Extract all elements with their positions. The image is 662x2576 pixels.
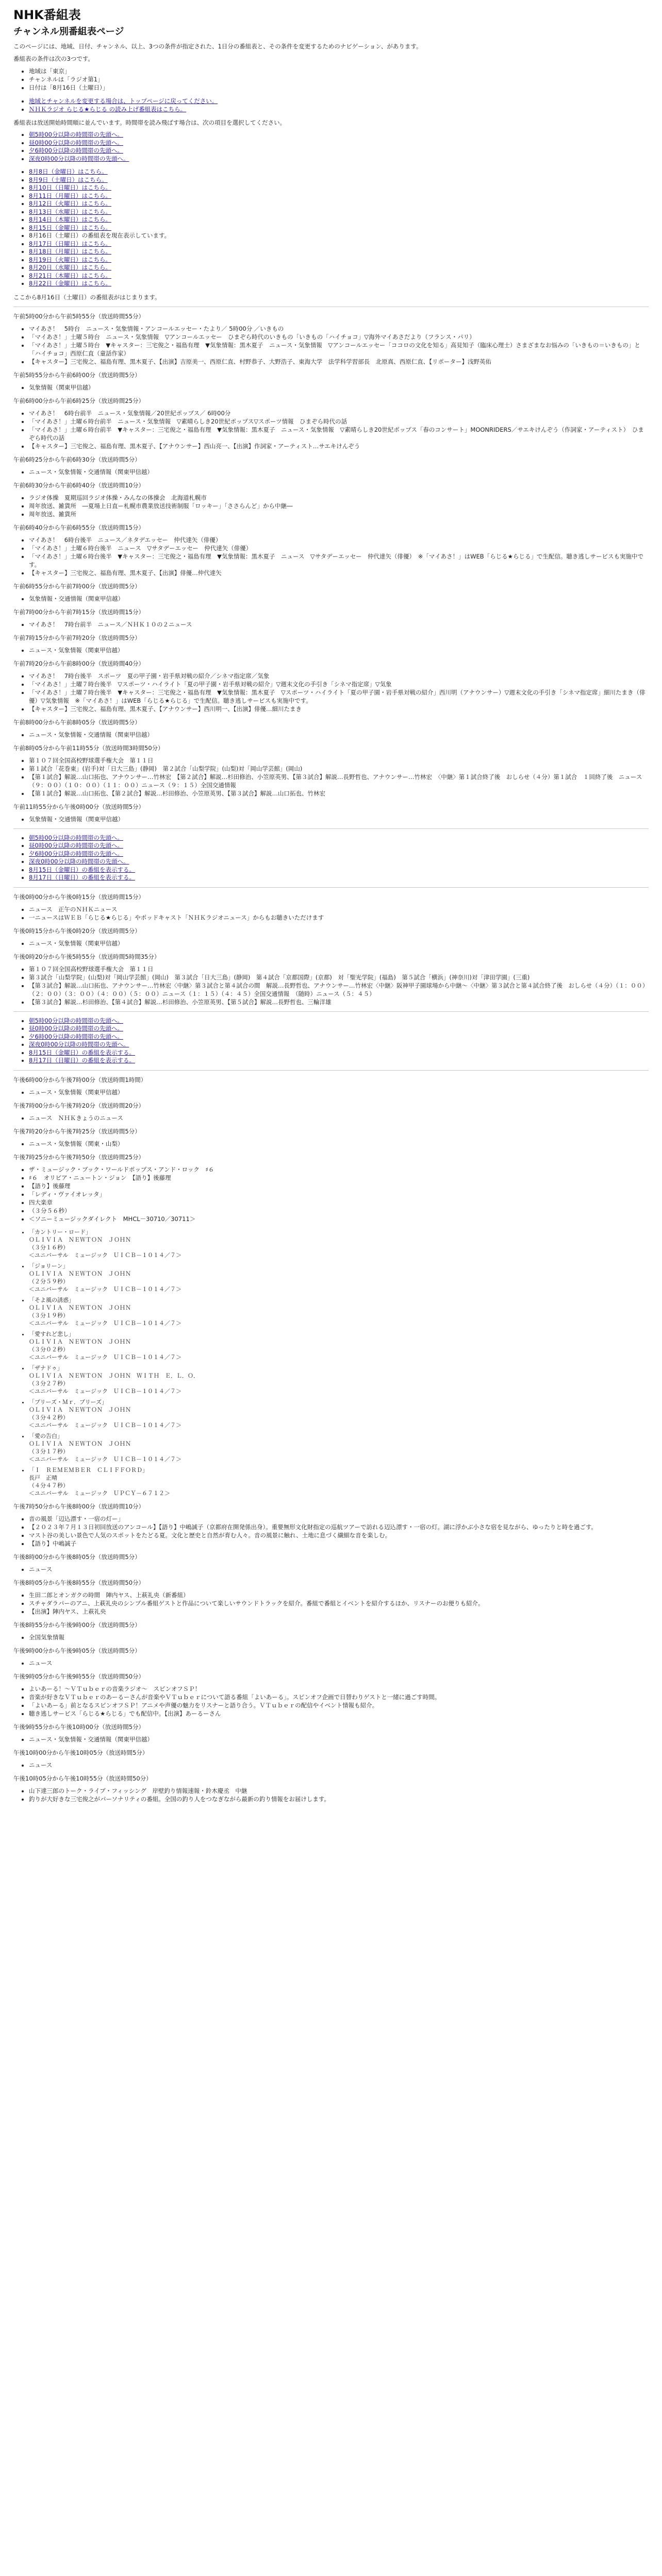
song-item bbox=[29, 1228, 649, 1259]
song-title: • 「ジョリーン」 bbox=[29, 1262, 69, 1269]
program-details bbox=[13, 1591, 649, 1616]
program-details bbox=[13, 965, 649, 1006]
program-detail-line: • ニュース bbox=[29, 1761, 649, 1769]
song-length: （３分０２秒） bbox=[29, 1346, 69, 1353]
day-link[interactable]: 8月17日（日曜日）はこちら。 bbox=[29, 240, 111, 247]
program-detail-line: • マイあさ！ 7時台前半 ニュース／ＮＨＫ１０の２ニュース bbox=[29, 620, 649, 629]
program-detail-line: • よいあーる！〜ＶＴｕｂｅｒの音楽ラジオ〜 スピンオフＳＰ！ bbox=[29, 1685, 649, 1693]
program-list-afternoon bbox=[13, 893, 649, 1006]
day-link[interactable]: 8月19日（火曜日）はこちら。 bbox=[29, 256, 111, 263]
program-time: 午後8時05分から午後8時55分（放送時間50分） bbox=[13, 1579, 145, 1586]
section-nav-link[interactable]: 夕6時00分以降の時間帯の先頭へ。 bbox=[29, 1032, 123, 1040]
divider bbox=[13, 828, 649, 829]
song-label: ＜ユニバーサル ミュージック ＵＰＣＹ－６７１２＞ bbox=[29, 1489, 171, 1497]
program-detail-line: • マスト谷の美しい景色で人気のスポットをたどる夏。文化と歴史と自然が育む人々。音の風景に触れ、土地に息づく繊細な音を楽しむ。 bbox=[29, 1531, 649, 1539]
song-length: （３分４２秒） bbox=[29, 1414, 69, 1421]
song-length: （３分１７秒） bbox=[29, 1448, 69, 1455]
day-item bbox=[29, 168, 649, 176]
page-subtitle: チャンネル別番組表ページ bbox=[13, 26, 124, 37]
program-details bbox=[13, 939, 649, 947]
program-time: 午後8時55分から午後9時00分（放送時間5分） bbox=[13, 1621, 141, 1629]
program-detail-line: • ニュース ＮＨＫきょうのニュース bbox=[29, 1114, 649, 1122]
program-detail-line: • 聴き逃しサービス「らじる★らじる」でも配信中。【出演】あーるーさん bbox=[29, 1709, 649, 1718]
song-label: ＜ユニバーサル ミュージック ＵＩＣＢ－１０１４／７＞ bbox=[29, 1353, 182, 1361]
day-link[interactable]: 8月13日（水曜日）はこちら。 bbox=[29, 208, 111, 215]
song-length: （２分５９秒） bbox=[29, 1278, 69, 1285]
program-detail-line: • 生田二郎とオンガクの時間 陣内ヤス、上萩礼央（新番組） bbox=[29, 1591, 649, 1599]
program-details bbox=[13, 1565, 649, 1573]
change-links bbox=[13, 97, 649, 113]
divider bbox=[13, 887, 649, 888]
song-item bbox=[29, 1466, 649, 1497]
song-label: ＜ユニバーサル ミュージック ＵＩＣＢ－１０１４／７＞ bbox=[29, 1421, 182, 1429]
program-detail-line: • 「マイあさ！」土曜５時台 ▼キャスター：三宅俊之・福島有理 ▼気象情報：黒木夏子 ニュース・気象情報 ▽アンコールエッセー「ココロの文化を知る」高見知子（臨床心理士）さまざまなお悩みの「いきもの＝いきもの」と「ハイチョコ」西原仁直（童話作家） bbox=[29, 341, 649, 358]
program-details bbox=[13, 646, 649, 654]
song-item bbox=[29, 1398, 649, 1429]
section-nav-item bbox=[29, 850, 649, 858]
program-details bbox=[13, 1659, 649, 1667]
song-length: （４分４７秒） bbox=[29, 1482, 69, 1489]
program-detail-line: • ニュース bbox=[29, 1565, 649, 1573]
program-time: 午後7時20分から午後7時25分（放送時間5分） bbox=[13, 1127, 141, 1135]
section-nav-item bbox=[29, 1057, 649, 1065]
day-item bbox=[29, 192, 649, 200]
program-detail-line: • 【第１試合】解説…山口拓也、【第２試合】解説…杉田修治、小笠原英男、【第３試合】解説…山口拓也、竹林宏 bbox=[29, 789, 649, 798]
program-time: 午後0時20分から午後5時55分（放送時間5時間35分） bbox=[13, 953, 160, 960]
program-time: 午前6時30分から午前6時40分（放送時間10分） bbox=[13, 481, 145, 489]
song-label: ＜ユニバーサル ミュージック ＵＩＣＢ－１０１４／７＞ bbox=[29, 1251, 182, 1259]
program-details bbox=[13, 494, 649, 518]
program-detail-line: • ＜ソニーミュージックダイレクト MHCL－30710／30711＞ bbox=[29, 1215, 649, 1223]
program-detail-line: • 【キャスター】三宅俊之、福島有理、黒木夏子、【出演】俳優…仲代達矢 bbox=[29, 569, 649, 577]
program-details bbox=[13, 1787, 649, 1803]
section-nav-item bbox=[29, 858, 649, 866]
schedule-start: ここから8月16日（土曜日）の番組表がはじまります。 bbox=[13, 293, 161, 301]
song-length: （３分１９秒） bbox=[29, 1312, 69, 1319]
program-detail-line: • マイあさ！ 6時台後半 ニュース／ネタデエッセー 仲代達矢（俳優） bbox=[29, 536, 649, 544]
program-time: 午前7時20分から午前8時00分（放送時間40分） bbox=[13, 659, 145, 667]
program-detail-line: • ニュース・気象情報・交通情報（関東甲信越） bbox=[29, 1735, 649, 1743]
conditions-heading: 番組表の条件は次の3つです。 bbox=[13, 55, 94, 62]
page-title: NHK番組表 bbox=[13, 8, 81, 22]
program-time: 午前5時55分から午前6時00分（放送時間5分） bbox=[13, 371, 141, 379]
time-jump-item bbox=[29, 147, 649, 155]
day-item bbox=[29, 184, 649, 192]
program-detail-line: • 第１試合「花巻東」(岩手)対「日大三島」(静岡) 第２試合「山梨学院」(山梨)対「岡山学芸館」(岡山) bbox=[29, 765, 649, 773]
song-item bbox=[29, 1262, 649, 1293]
song-list bbox=[13, 1228, 649, 1497]
section-nav-link[interactable]: 8月15日（金曜日）の番組を表示する。 bbox=[29, 1048, 135, 1056]
program-detail-line: • 「マイあさ！」土曜６時台前半 ニュース・気象情報 ▽素晴らしき20世紀ポップス▽スポーツ情報 ひまぞら時代の話 bbox=[29, 417, 649, 426]
time-jump-item bbox=[29, 139, 649, 147]
program-details bbox=[13, 383, 649, 392]
day-link[interactable]: 8月21日（木曜日）はこちら。 bbox=[29, 272, 111, 279]
program-details bbox=[13, 1761, 649, 1769]
day-item bbox=[29, 224, 649, 232]
section-nav-item bbox=[29, 1033, 649, 1041]
program-detail-line: • ニュース 正午のＮＨＫニュース bbox=[29, 905, 649, 913]
program-time: 午後8時00分から午後8時05分（放送時間5分） bbox=[13, 1553, 141, 1561]
song-item bbox=[29, 1296, 649, 1327]
song-item bbox=[29, 1364, 649, 1395]
program-detail-line: • 第１０７回全国高校野球選手権大会 第１１日 bbox=[29, 756, 649, 765]
day-link[interactable]: 8月15日（金曜日）はこちら。 bbox=[29, 224, 111, 231]
program-details bbox=[13, 409, 649, 450]
program-time: 午後9時00分から午後9時05分（放送時間5分） bbox=[13, 1647, 141, 1654]
program-detail-line: • ♯６ オリビア・ニュートン・ジョン 【語り】後藤理 bbox=[29, 1174, 649, 1182]
day-link[interactable]: 8月20日（水曜日）はこちら。 bbox=[29, 264, 111, 271]
program-detail-line: • 四大楽章 bbox=[29, 1198, 649, 1207]
day-item bbox=[29, 176, 649, 184]
program-detail-line: • マイあさ！ 5時台 ニュース・気象情報・アンコールエッセー・たより／ 5時00分 ／いきもの bbox=[29, 325, 649, 333]
program-time: 午後9時55分から午後10時00分（放送時間5分） bbox=[13, 1723, 145, 1731]
program-details bbox=[13, 536, 649, 577]
section-nav-link[interactable]: 朝5時00分以降の時間帯の先頭へ。 bbox=[29, 834, 123, 841]
section-nav-link[interactable]: 8月15日（金曜日）の番組を表示する。 bbox=[29, 866, 135, 873]
program-details bbox=[13, 1165, 649, 1223]
song-artist: ＯＬＩＶＩＡ ＮＥＷＴＯＮ ＪＯＨＮ ＷＩＴＨ Ｅ．Ｌ．Ｏ． bbox=[29, 1372, 199, 1379]
program-details bbox=[13, 595, 649, 603]
program-time: 午前6時40分から午前6時55分（放送時間15分） bbox=[13, 523, 145, 531]
jump-midnight-link[interactable]: 深夜0時00分以降の時間帯の先頭へ。 bbox=[29, 155, 129, 162]
section-nav-link[interactable]: 8月17日（日曜日）の番組を表示する。 bbox=[29, 874, 135, 881]
day-item bbox=[29, 256, 649, 264]
program-time: 午前11時55分から午後0時00分（放送時間5分） bbox=[13, 803, 145, 810]
conditions-list bbox=[13, 67, 649, 92]
program-details bbox=[13, 672, 649, 713]
program-detail-line: • マイあさ！ 6時台前半 ニュース・気象情報／20世紀ポップス／ 6時00分 bbox=[29, 409, 649, 417]
program-detail-line: • 気象情報・交通情報（関東甲信越） bbox=[29, 595, 649, 603]
program-detail-line: • ザ・ミュージック・ブック・ワールドポップス・アンド・ロック ♯６ bbox=[29, 1165, 649, 1174]
program-detail-line: • 【第１試合】解説…山口拓也、アナウンサー…竹林宏 【第２試合】解説…杉田修治、小笠原英男、【第３試合】解説…長野哲也、アナウンサー…竹林宏 〈中継〉第１試合終了後 おしらせ（４分）第１試合 １回終了後 ニュース（９：００）（１０：００）（１１：００）ニュース（９：１５）全国交通情報 bbox=[29, 773, 649, 789]
song-artist: ＯＬＩＶＩＡ ＮＥＷＴＯＮ ＪＯＨＮ bbox=[29, 1236, 131, 1243]
section-nav-item bbox=[29, 1025, 649, 1033]
program-time: 午前8時00分から午前8時05分（放送時間5分） bbox=[13, 718, 141, 726]
section-nav-item bbox=[29, 834, 649, 842]
section-nav-item bbox=[29, 1017, 649, 1025]
day-item bbox=[29, 216, 649, 224]
program-detail-line: • スチャダラパーのアニ、上萩礼央のシンプル番組ゲストと作品について楽しいサウンドトラックを紹介。番組で番組とイベントを紹介するほか、リスナーのお便りも紹介。 bbox=[29, 1599, 649, 1607]
radiru-link[interactable]: ＮＨＫラジオ らじる★らじる の読み上げ番組表はこちら。 bbox=[29, 106, 187, 113]
program-detail-line: • 釣りが大好きな三宅俊之がパーソナリティの番組。全国の釣り人をつなぎながら最新の釣り情報をお届けします。 bbox=[29, 1795, 649, 1803]
song-title: • 「愛の告白」 bbox=[29, 1432, 63, 1439]
section-nav-link[interactable]: 昼0時00分以降の時間帯の先頭へ。 bbox=[29, 842, 123, 849]
day-item bbox=[29, 200, 649, 208]
program-details bbox=[13, 1685, 649, 1718]
program-detail-line: • 【出演】陣内ヤス、上萩礼央 bbox=[29, 1607, 649, 1616]
program-time: 午後7時00分から午後7時20分（放送時間20分） bbox=[13, 1101, 145, 1109]
section-nav-item bbox=[29, 1041, 649, 1049]
top-page-link[interactable]: 地域とチャンネルを変更する場合は、トップページに戻ってください。 bbox=[29, 97, 218, 105]
program-list-morning bbox=[13, 312, 649, 823]
program-detail-line: • 一ニュースはＷＥＢ「らじる★らじる」やポッドキャスト「ＮＨＫラジオニュース」からもお聴きいただけます bbox=[29, 913, 649, 922]
jump-noon-link[interactable]: 昼0時00分以降の時間帯の先頭へ。 bbox=[29, 139, 123, 146]
program-detail-line: • 【第３試合】解説…山口拓也、アナウンサー…竹林宏〈中継〉第３試合と第４試合の間 解説…長野哲也、アナウンサー…竹林宏〈中継〉阪神甲子園球場から中継〜〈中継〉第３試合と第４試合終了後 おしらせ（４分）（１：００）（２：００）（３：００）（４：００）（５：００）ニュース（１：１５）（４：４５）全国交通情報 （随時）ニュース（５：４５） bbox=[29, 981, 649, 998]
change-link-item bbox=[29, 105, 649, 113]
section-nav-links bbox=[13, 834, 649, 882]
program-details bbox=[13, 1088, 649, 1096]
day-item bbox=[29, 264, 649, 272]
section-nav-link[interactable]: 8月17日（日曜日）の番組を表示する。 bbox=[29, 1057, 135, 1064]
program-detail-line: • ニュース・気象情報・交通情報（関東甲信越） bbox=[29, 468, 649, 476]
program-time: 午前6時00分から午前6時25分（放送時間25分） bbox=[13, 397, 145, 404]
program-details bbox=[13, 620, 649, 629]
program-detail-line: • ニュース・気象情報（関東甲信越） bbox=[29, 646, 649, 654]
song-item bbox=[29, 1330, 649, 1361]
section-nav-item bbox=[29, 874, 649, 882]
program-time: 午後10時00分から午後10時05分（放送時間5分） bbox=[13, 1749, 148, 1756]
song-label: ＜ユニバーサル ミュージック ＵＩＣＢ－１０１４／７＞ bbox=[29, 1319, 182, 1327]
program-details bbox=[13, 1515, 649, 1548]
program-detail-line: • ニュース・気象情報・交通情報（関東甲信越） bbox=[29, 731, 649, 739]
day-link[interactable]: 8月11日（月曜日）はこちら。 bbox=[29, 192, 111, 199]
song-label: ＜ユニバーサル ミュージック ＵＩＣＢ－１０１４／７＞ bbox=[29, 1455, 182, 1463]
program-detail-line: • 気象情報（関東甲信越） bbox=[29, 383, 649, 392]
day-item bbox=[29, 272, 649, 280]
program-time: 午後7時50分から午後8時00分（放送時間10分） bbox=[13, 1502, 145, 1510]
section-nav-link[interactable]: 深夜0時00分以降の時間帯の先頭へ。 bbox=[29, 858, 129, 865]
section-nav-item bbox=[29, 866, 649, 874]
day-links bbox=[13, 168, 649, 288]
day-link[interactable]: 8月18日（月曜日）はこちら。 bbox=[29, 248, 111, 255]
condition-item: • 日付は「8月16日（土曜日）」 bbox=[29, 83, 649, 92]
divider bbox=[13, 1070, 649, 1071]
section-nav-item bbox=[29, 1049, 649, 1057]
song-title: • 「プリーズ・Ｍｒ．プリーズ」 bbox=[29, 1398, 108, 1405]
divider bbox=[13, 1011, 649, 1012]
song-artist: ＯＬＩＶＩＡ ＮＥＷＴＯＮ ＪＯＨＮ bbox=[29, 1406, 131, 1413]
program-detail-line: • 【語り】後藤理 bbox=[29, 1182, 649, 1190]
program-detail-line: • 山下達三郎のトーク・ライブ・フィッシング 岸壁釣り情報速報・鈴木慶丞 中継 bbox=[29, 1787, 649, 1795]
program-detail-line: • ニュース・気象情報（関東・山梨） bbox=[29, 1140, 649, 1148]
program-time: 午後9時05分から午後9時55分（放送時間50分） bbox=[13, 1672, 145, 1680]
program-detail-line: • 「マイあさ！」土曜６時台後半 ニュース ▽サタデーエッセー 仲代達矢（俳優） bbox=[29, 544, 649, 552]
day-link[interactable]: 8月12日（火曜日）はこちら。 bbox=[29, 200, 111, 207]
program-detail-line: • 周年放送、雑貨所 ―夏場上日直ー札幌市農業放送技術制服「ロッキー」「ささらんど」から中継― bbox=[29, 502, 649, 510]
song-title: • 「ザナドゥ」 bbox=[29, 1364, 63, 1371]
program-detail-line: • ニュース・気象情報（関東甲信越） bbox=[29, 1088, 649, 1096]
day-link[interactable]: 8月8日（金曜日）はこちら。 bbox=[29, 168, 108, 175]
time-jump-item bbox=[29, 155, 649, 163]
program-details bbox=[13, 756, 649, 798]
program-detail-line: • 全国気象情報 bbox=[29, 1633, 649, 1641]
condition-item: • 地域は「東京」 bbox=[29, 67, 649, 75]
section-nav-link[interactable]: 昼0時00分以降の時間帯の先頭へ。 bbox=[29, 1025, 123, 1032]
program-detail-line: • 【語り】中嶋誠子 bbox=[29, 1539, 649, 1548]
program-detail-line: • 【キャスター】三宅俊之、福島有理、黒木夏子、【アナウンサー】西川明一、【出演】俳優…細川たまき bbox=[29, 705, 649, 713]
song-artist: 長戸 正晴 bbox=[29, 1474, 57, 1481]
song-title: • 「カントリー・ロード」 bbox=[29, 1228, 91, 1235]
program-details bbox=[13, 1735, 649, 1743]
program-time: 午後0時15分から午後0時20分（放送時間5分） bbox=[13, 927, 141, 935]
day-item bbox=[29, 280, 649, 288]
program-detail-line: • 「マイあさ！」土曜６時台前半 ▼キャスター：三宅俊之・福島有理 ▼気象情報：黒木夏子 ニュース・気象情報 ▽素晴らしき20世紀ポップス「春のコンサート」MOONRIDERS／サエキけんぞう（作詞家・アーティスト） ひまぞら時代の話 bbox=[29, 426, 649, 442]
program-time: 午後10時05分から午後10時55分（放送時間50分） bbox=[13, 1774, 152, 1782]
program-time: 午前7時15分から午前7時20分（放送時間5分） bbox=[13, 634, 141, 641]
program-detail-line: • 「マイあさ！」土曜５時台 ニュース・気象情報 ▽アンコールエッセー ひまぞら時代のいきもの「いきもの「ハイチョコ」▽海外マイあさだより（フランス・パリ） bbox=[29, 333, 649, 341]
program-detail-line: • 【第３試合】解説…杉田修治、【第４試合】解説…杉田修治、小笠原英男、【第５試合】解説…長野哲也、三輪洋雄 bbox=[29, 998, 649, 1006]
song-title: • 「そよ風の誘惑」 bbox=[29, 1296, 74, 1303]
program-detail-line: • 第３試合「山梨学院」(山梨)対「岡山学芸館」(岡山) 第３試合「日大三島」(静岡) 第４試合「京都国際」(京都) 対「聖光学院」(福島) 第５試合「横浜」(神奈川)対「津田学園」(三重) bbox=[29, 973, 649, 981]
program-time: 午前7時00分から午前7時15分（放送時間15分） bbox=[13, 608, 145, 616]
day-link[interactable]: 8月9日（土曜日）はこちら。 bbox=[29, 176, 108, 183]
section-nav-links bbox=[13, 1017, 649, 1065]
program-detail-line: • 【キャスター】三宅俊之、福島有理、黒木夏子、【アナウンサー】西山亮一、【出演】作詞家・アーティスト…サエキけんぞう bbox=[29, 442, 649, 450]
program-detail-line: • 「マイあさ！」土曜７時台後半 ▼キャスター：三宅俊之・福島有理 ▼気象情報：黒木夏子 ▽スポーツ・ハイライト「夏の甲子園・岩手県対戦の紹介」西川明（アナウンサー）▽週末文化の手引き「シネマ指定席」細川たまき（俳優）▽気象情報 ※「マイあさ！」はWEB「らじる★らじる」で生配信。聴き逃しサービスも実施中です。 bbox=[29, 688, 649, 705]
program-detail-line: • 「マイあさ！」土曜７時台後半 ▽スポーツ・ハイライト「夏の甲子園・岩手県対戦の紹介」▽週末文化の手引き「シネマ指定席」▽気象 bbox=[29, 680, 649, 688]
program-details bbox=[13, 325, 649, 366]
date-intro: 番組表は放送開始時間順に並んでいます。時間帯を読み飛ばす場合は、次の項目を選択してください。 bbox=[13, 119, 286, 126]
song-artist: ＯＬＩＶＩＡ ＮＥＷＴＯＮ ＪＯＨＮ bbox=[29, 1440, 131, 1447]
program-detail-line: • 「レディ・ヴァイオレッタ」 bbox=[29, 1190, 649, 1198]
program-detail-line: • 周年放送、雑貨所 bbox=[29, 510, 649, 518]
program-details bbox=[13, 815, 649, 823]
program-list-night bbox=[13, 1502, 649, 1803]
song-label: ＜ユニバーサル ミュージック ＵＩＣＢ－１０１４／７＞ bbox=[29, 1387, 182, 1395]
program-detail-line: • ラジオ体操 夏期巡回ラジオ体操・みんなの体操会 北海道札幌市 bbox=[29, 494, 649, 502]
day-item bbox=[29, 248, 649, 256]
day-item bbox=[29, 208, 649, 216]
program-details bbox=[13, 468, 649, 476]
program-time: 午前8時05分から午前11時55分（放送時間3時間50分） bbox=[13, 744, 164, 752]
program-detail-line: • ニュース bbox=[29, 1659, 649, 1667]
program-time: 午前6時25分から午前6時30分（放送時間5分） bbox=[13, 455, 141, 463]
program-detail-line: • （３分５６秒） bbox=[29, 1207, 649, 1215]
condition-item: • チャンネルは「ラジオ第1」 bbox=[29, 75, 649, 83]
jump-evening-link[interactable]: 夕6時00分以降の時間帯の先頭へ。 bbox=[29, 147, 123, 154]
jump-morning-link[interactable]: 朝5時00分以降の時間帯の先頭へ。 bbox=[29, 131, 123, 138]
section-nav-link[interactable]: 夕6時00分以降の時間帯の先頭へ。 bbox=[29, 850, 123, 857]
program-detail-line: • 「マイあさ！」土曜６時台後半 ▼キャスター：三宅俊之・福島有理 ▼気象情報：黒木夏子 ニュース ▽サタデーエッセー 仲代達矢（俳優） ※「マイあさ！」はWEB「らじる★らじる」で生配信。聴き逃しサービスも実施中です。 bbox=[29, 552, 649, 569]
time-jump-item bbox=[29, 131, 649, 139]
song-items bbox=[13, 1228, 649, 1497]
program-detail-line: • 【２０２３年７月１３日初回放送のアンコール】【語り】中嶋誠子（京都府在開発係出身）。重要無形文化財指定の巡航ツアーで訪れる辺込漂す・一宿の灯。湖に浮かぶ小さな宿を見ながら、ゆったりと時を過ごす。 bbox=[29, 1523, 649, 1531]
time-jump-links bbox=[13, 131, 649, 163]
program-detail-line: • 音の風景「辺込漂す・一宿の灯ー」 bbox=[29, 1515, 649, 1523]
day-link[interactable]: 8月10日（日曜日）はこちら。 bbox=[29, 184, 111, 191]
program-detail-line: • 気象情報・交通情報（関東甲信越） bbox=[29, 815, 649, 823]
section-nav-link[interactable]: 朝5時00分以降の時間帯の先頭へ。 bbox=[29, 1016, 123, 1024]
program-time: 午前5時00分から午前5時55分（放送時間55分） bbox=[13, 312, 145, 320]
program-details bbox=[13, 731, 649, 739]
day-item: • 8月16日（土曜日）の番組表を現在表示しています。 bbox=[29, 232, 649, 240]
song-artist: ＯＬＩＶＩＡ ＮＥＷＴＯＮ ＪＯＨＮ bbox=[29, 1338, 131, 1345]
intro-text: このページには、地域、日付、チャンネル、以上、3つの条件が指定された、1日分の番組表と、その条件を変更するためのナビゲーション、があります。 bbox=[13, 43, 422, 50]
program-detail-line: • 【キャスター】三宅俊之、福島有理、黒木夏子、【出演】吉原美一、西原仁直、村野恭子、大野浩子、東海大学 法学科学習部長 北原真、西原仁直、【リポーター】浅野英佑 bbox=[29, 358, 649, 366]
song-artist: ＯＬＩＶＩＡ ＮＥＷＴＯＮ ＪＯＨＮ bbox=[29, 1304, 131, 1311]
program-detail-line: • ニュース・気象情報（関東甲信越） bbox=[29, 939, 649, 947]
song-title: • 「愛すれど悲し」 bbox=[29, 1330, 74, 1337]
day-item bbox=[29, 240, 649, 248]
program-time: 午後7時25分から午後7時50分（放送時間25分） bbox=[13, 1153, 145, 1161]
program-details bbox=[13, 1633, 649, 1641]
program-detail-line: • 「よいあーる」前となるスピンオフＳＰ！アニメや声優の魅力をリスナーと語り合う。ＶＴｕｂｅｒの配信やイベント情報も紹介。 bbox=[29, 1701, 649, 1709]
song-item bbox=[29, 1432, 649, 1463]
section-nav-item bbox=[29, 842, 649, 850]
program-detail-line: • マイあさ！ 7時台後半 スポーツ 夏の甲子園・岩手県対戦の紹介／シネマ指定席／気象 bbox=[29, 672, 649, 680]
program-details bbox=[13, 1114, 649, 1122]
program-time: 午後0時00分から午後0時15分（放送時間15分） bbox=[13, 893, 145, 901]
song-length: （３分１６秒） bbox=[29, 1244, 69, 1251]
song-title: • 「Ｉ ＲＥＭＥＭＢＥＲ ＣＬＩＦＦＯＲＤ」 bbox=[29, 1466, 148, 1473]
program-details bbox=[13, 1140, 649, 1148]
section-nav-link[interactable]: 深夜0時00分以降の時間帯の先頭へ。 bbox=[29, 1041, 129, 1048]
song-length: （３分２７秒） bbox=[29, 1380, 69, 1387]
program-list-evening bbox=[13, 1076, 649, 1223]
day-link[interactable]: 8月22日（金曜日）はこちら。 bbox=[29, 280, 111, 287]
program-time: 午後6時00分から午後7時00分（放送時間1時間） bbox=[13, 1076, 147, 1083]
program-time: 午前6時55分から午前7時00分（放送時間5分） bbox=[13, 582, 141, 590]
program-details bbox=[13, 905, 649, 922]
song-artist: ＯＬＩＶＩＡ ＮＥＷＴＯＮ ＪＯＨＮ bbox=[29, 1270, 131, 1277]
song-label: ＜ユニバーサル ミュージック ＵＩＣＢ－１０１４／７＞ bbox=[29, 1285, 182, 1293]
change-link-item bbox=[29, 97, 649, 105]
day-link[interactable]: 8月14日（木曜日）はこちら。 bbox=[29, 216, 111, 223]
program-detail-line: • 音楽が好きなＶＴｕｂｅｒのあーるーさんが音楽やＶＴｕｂｅｒについて語る番組「よいあーる」。スピンオフ企画で日替わりゲストと一緒に過ごす時間。 bbox=[29, 1693, 649, 1701]
program-detail-line: • 第１０７回全国高校野球選手権大会 第１１日 bbox=[29, 965, 649, 973]
